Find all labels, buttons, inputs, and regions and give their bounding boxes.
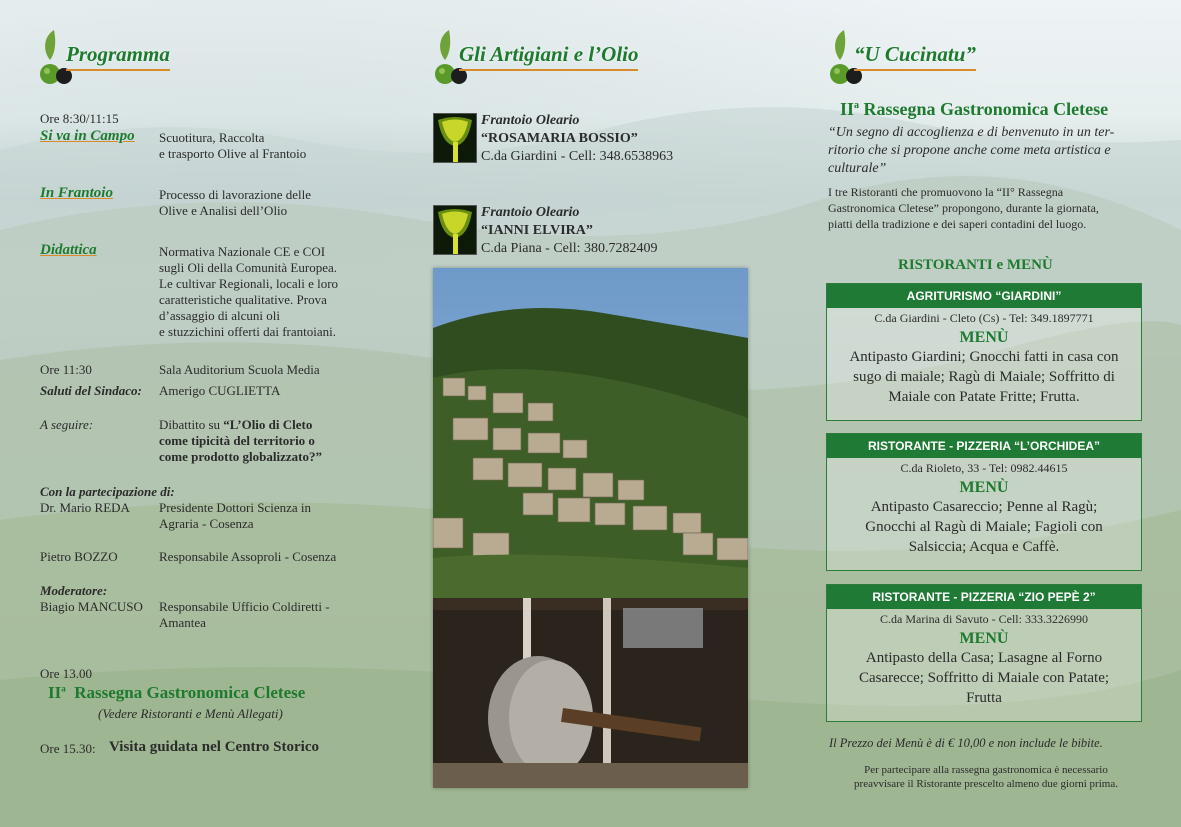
desc-frantoio: Processo di lavorazione delle Olive e Analisi dell’Olio	[159, 187, 311, 218]
participant-reda-role: Presidente Dottori Scienza in Agraria - Cosenza	[159, 500, 311, 531]
rassegna-heading-col3: $II^a$ Rassegna Gastronomica Cletese	[840, 99, 1109, 119]
rassegna-quote: “Un segno di accoglienza e di benvenuto in un ter- ritorio che si propone anche come meta artistica e culturale”	[828, 125, 1115, 176]
moderatore-label: Moderatore:	[40, 583, 108, 598]
participant-reda-name: Dr. Mario REDA	[40, 500, 130, 515]
menu-items: Antipasto Casareccio; Penne al Ragù; Gnocchi al Ragù di Maiale; Fagioli con Salsiccia; Acqua e Caffè.	[865, 499, 1103, 555]
time-1130: Ore 11:30	[40, 362, 92, 377]
cucinatu-title: “U Cucinatu”	[854, 42, 976, 67]
time-1530: Ore 15.30:	[40, 741, 96, 756]
seguire-label: A seguire:	[40, 417, 94, 432]
menu-label: MENÙ	[959, 630, 1009, 647]
desc-didattica: Normativa Nazionale CE e COI sugli Oli della Comunità Europea. Le cultivar Regionali, locali e loro caratteristiche qualitative. Prova d’assaggio di alcuni oli e stuzzichini offerti dai frantoiani.	[159, 244, 339, 339]
label-didattica: Didattica	[40, 242, 97, 258]
ristorante-name: RISTORANTE - PIZZERIA “ZIO PEPÈ 2”	[827, 585, 1141, 609]
saluti-name: Amerigo CUGLIETTA	[159, 383, 281, 398]
frantoio-bossio: Frantoio Oleario “ROSAMARIA BOSSIO” C.da Giardini - Cell: 348.6538963	[481, 113, 674, 164]
ristorante-address: C.da Rioleto, 33 - Tel: 0982.44615	[900, 461, 1068, 475]
time-1300: Ore 13.00	[40, 666, 92, 681]
ristorante-name: RISTORANTE - PIZZERIA “L’ORCHIDEA”	[827, 434, 1141, 458]
menu-items: Antipasto Giardini; Gnocchi fatti in casa con sugo di maiale; Ragù di Maiale; Soffritto di Maiale con Patate Fritte; Frutta.	[849, 349, 1119, 405]
cucinatu-panel	[790, 0, 1181, 827]
ristorante-address: C.da Giardini - Cleto (Cs) - Tel: 349.1897771	[874, 311, 1094, 325]
moderatore-name: Biagio MANCUSO	[40, 599, 143, 614]
menu-items: Antipasto della Casa; Lasagne al Forno Casarecce; Soffritto di Maiale con Patate; Frutta	[858, 650, 1110, 706]
programma-title: Programma	[66, 42, 170, 67]
artigiani-title: Gli Artigiani e l’Olio	[459, 42, 638, 67]
ristoranti-section-title: RISTORANTI e MENÙ	[898, 257, 1053, 273]
rassegna-intro: I tre Ristoranti che promuovono la “II° Rassegna Gastronomica Cletese” propongono, durante la giornata, piatti della tradizione e dei saperi contadini del luogo.	[828, 185, 1099, 231]
rassegna-note: (Vedere Ristoranti e Menù Allegati)	[98, 706, 283, 721]
price-note: Il Prezzo dei Menù è di € 10,00 e non include le bibite.	[829, 736, 1103, 750]
participant-bozzo-role: Responsabile Assoproli - Cosenza	[159, 549, 337, 564]
frantoio-ianni: Frantoio Oleario “IANNI ELVIRA” C.da Piana - Cell: 380.7282409	[481, 205, 658, 256]
artigiani-panel	[395, 0, 790, 827]
dibattito: Dibattito su “L’Olio di Cleto come tipicità del territorio o come prodotto globalizzato?”	[159, 417, 322, 464]
partecipazione-label: Con la partecipazione di:	[40, 484, 175, 499]
desc-campo: Scuotitura, Raccolta e trasporto Olive al Frantoio	[159, 130, 307, 161]
sala-auditorium: Sala Auditorium Scuola Media	[159, 362, 320, 377]
menu-label: MENÙ	[959, 329, 1009, 346]
menu-label: MENÙ	[959, 479, 1009, 496]
visita-guidata: Visita guidata nel Centro Storico	[109, 739, 319, 755]
saluti-label: Saluti del Sindaco:	[40, 383, 142, 398]
rassegna-heading-col1: $II^a$ Rassegna Gastronomica Cletese	[48, 683, 306, 702]
participant-bozzo-name: Pietro BOZZO	[40, 549, 118, 564]
programma-panel	[0, 0, 395, 827]
ristorante-name: AGRITURISMO “GIARDINI”	[827, 284, 1141, 308]
time-830: Ore 8:30/11:15	[40, 111, 119, 126]
moderatore-role: Responsabile Ufficio Coldiretti - Amantea	[159, 599, 330, 630]
label-in-frantoio: In Frantoio	[40, 185, 113, 201]
ristorante-address: C.da Marina di Savuto - Cell: 333.3226990	[880, 612, 1088, 626]
label-si-va-in-campo: Si va in Campo	[40, 128, 135, 144]
booking-note: Per partecipare alla rassegna gastronomica è necessario preavvisare il Ristorante prescelto almeno due giorni prima.	[854, 764, 1118, 790]
